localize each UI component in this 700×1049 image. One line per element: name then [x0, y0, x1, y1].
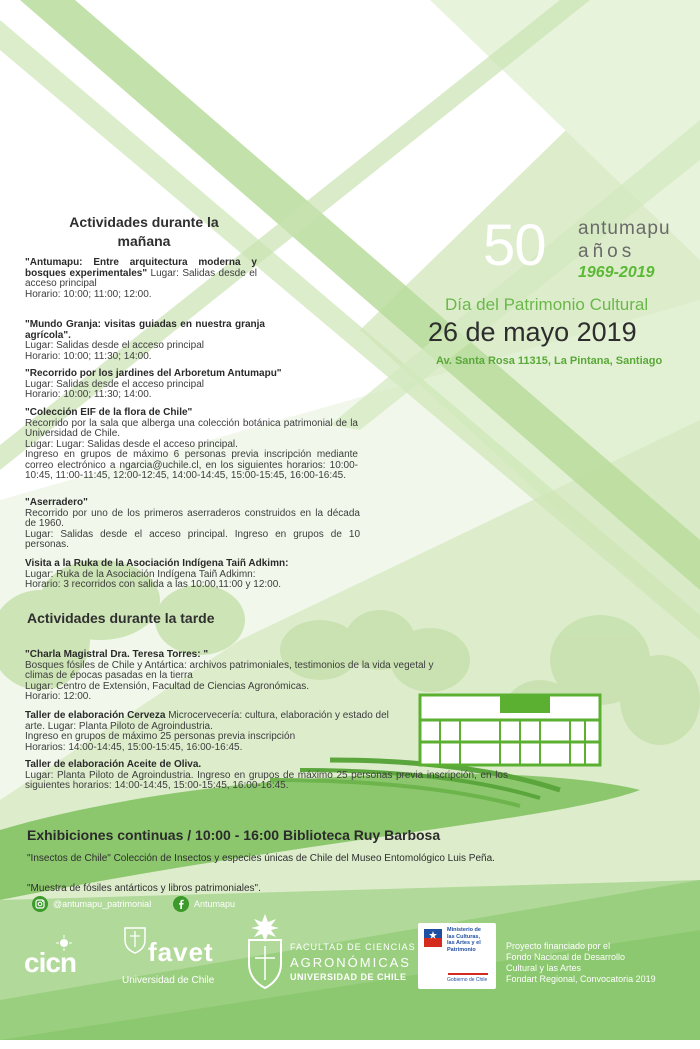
- exhibitions-title: Exhibiciones continuas / 10:00 - 16:00 Biblioteca Ruy Barbosa: [27, 827, 441, 843]
- activity-line: Horario: 10:00; 11:30; 14:00.: [25, 350, 152, 362]
- activity-line: Lugar: Lugar: Salidas desde el acceso principal.: [25, 438, 238, 450]
- activity-line: Recorrido por la sala que alberga una colección botánica patrimonial de la Universidad de Chile.: [25, 417, 358, 439]
- instagram-link[interactable]: [32, 896, 151, 912]
- ministry-text: [447, 927, 481, 953]
- university-crest-icon: [245, 912, 285, 990]
- funding-note: [506, 941, 656, 985]
- ministry-logo: [418, 923, 496, 989]
- morning-activity-3: [25, 369, 315, 401]
- event-name: Día del Patrimonio Cultural: [445, 295, 649, 314]
- cicn-logo: [22, 935, 107, 987]
- antumapu-label: antumapu: [578, 218, 671, 239]
- funding-line1: Proyecto financiado por el: [506, 941, 611, 951]
- activity-title: Visita a la Ruka de la Asociación Indígena Taiñ Adkimn:: [25, 558, 289, 569]
- morning-title-line1: Actividades durante la: [69, 214, 219, 230]
- activity-line: Bosques fósiles de Chile y Antártica: archivos patrimoniales, testimonios de la vida vegetal y climas de épocas pasadas en la tierra: [25, 659, 434, 681]
- favet-text: favet: [148, 937, 214, 967]
- morning-activity-6: [25, 559, 345, 591]
- ministry-line2: las Culturas,: [447, 933, 481, 940]
- years-word: años: [578, 241, 636, 262]
- instagram-handle: @antumapu_patrimonial: [53, 899, 152, 909]
- exhibition-item-1: "Insectos de Chile" Colección de Insectos y especies únicas de Chile del Museo Entomológico Luis Peña.: [27, 853, 495, 864]
- activity-title: Taller de elaboración Cerveza: [25, 710, 166, 721]
- activity-line: Lugar: Salidas desde el acceso principal: [25, 378, 204, 390]
- activity-line: Horario: 12:00.: [25, 691, 92, 702]
- event-address: Av. Santa Rosa 11315, La Pintana, Santiago: [436, 355, 663, 367]
- agronomicas-crest: [245, 912, 285, 990]
- activity-title: "Mundo Granja: visitas guiadas en nuestra granja agrícola".: [25, 319, 265, 341]
- morning-activity-1: [25, 258, 257, 300]
- morning-activity-2: [25, 320, 265, 362]
- activity-line: Horario: 10:00; 11:30; 14:00.: [25, 389, 152, 400]
- activity-line: Recorrido por uno de los primeros aserraderos construidos en la década de 1960.: [25, 507, 360, 529]
- activity-line: Lugar: Centro de Extensión, Facultad de Ciencias Agronómicas.: [25, 680, 310, 692]
- afternoon-activity-3: [25, 760, 508, 792]
- morning-activity-4: [25, 408, 358, 482]
- activity-title: Taller de elaboración Aceite de Oliva.: [25, 759, 202, 770]
- morning-activity-5: [25, 498, 360, 551]
- event-date: 26 de mayo 2019: [428, 317, 637, 347]
- funding-line4: Fondart Regional, Convocatoria 2019: [506, 974, 656, 984]
- facebook-handle: Antumapu: [194, 899, 236, 909]
- ministry-divider: [448, 973, 488, 975]
- ministry-line1: Ministerio de: [447, 927, 481, 933]
- morning-title: [44, 213, 244, 251]
- ministry-gov: Gobierno de Chile: [447, 977, 488, 983]
- agronomicas-line3: UNIVERSIDAD DE CHILE: [290, 972, 407, 982]
- favet-subtitle: Universidad de Chile: [122, 975, 215, 986]
- afternoon-activity-2: [25, 711, 400, 753]
- ministry-line4: Patrimonio: [447, 946, 476, 953]
- year-range: 1969-2019: [578, 264, 655, 281]
- activity-line: Horarios: 14:00-14:45, 15:00-15:45, 16:00-16:45.: [25, 741, 243, 753]
- activity-title: "Antumapu: Entre arquitectura moderna y bosques experimentales": [25, 257, 257, 279]
- instagram-icon: [32, 896, 48, 912]
- anniversary-number: 50: [483, 213, 546, 278]
- funding-line3: Cultural y las Artes: [506, 963, 582, 973]
- activity-line: Lugar: Planta Piloto de Agroindustria. Ingreso en grupos de máximo 25 personas previa inscripción, en los siguientes horarios: 14:00-14:45, 15:00-15:45, 16:00-16:45.: [25, 769, 508, 791]
- facebook-link[interactable]: [173, 896, 235, 912]
- activity-line: Lugar: Salidas desde el acceso principal: [25, 340, 204, 351]
- crest-icon: [122, 925, 148, 955]
- agronomicas-line1: FACULTAD DE CIENCIAS: [290, 942, 416, 952]
- funding-line2: Fondo Nacional de Desarrollo: [506, 952, 626, 962]
- activity-line: Lugar: Salidas desde el acceso principal: [25, 267, 257, 289]
- morning-title-line2: mañana: [117, 233, 171, 249]
- afternoon-activity-1: [25, 650, 460, 703]
- afternoon-title: Actividades durante la tarde: [27, 610, 215, 626]
- exhibition-item-2: "Muestra de fósiles antárticos y libros patrimoniales".: [27, 883, 261, 894]
- favet-logo: [120, 925, 230, 990]
- activity-line: Horario: 3 recorridos con salida a las 10:00,11:00 y 12:00.: [25, 579, 282, 590]
- activity-subtitle: Microcervecería: cultura, elaboración y estado del arte. Lugar: Planta Piloto de Agroindustria.: [25, 710, 389, 732]
- agronomicas-line2: AGRONÓMICAS: [290, 955, 411, 970]
- activity-title: "Colección EIF de la flora de Chile": [25, 407, 193, 418]
- activity-line: Ingreso en grupos de máximo 6 personas previa inscripción mediante correo electrónico a ngarcia@uchile.cl, en los siguientes horarios: 10:00-10:45, 11:00-11:45, 12:00-12:45, 14:00-14:45, 15:00-15:45, 16:00-16:45.: [25, 449, 358, 481]
- activity-line: Horario: 10:00; 11:00; 12:00.: [25, 288, 152, 300]
- activity-line: Lugar: Salidas desde el acceso principal. Ingreso en grupos de 10 personas.: [25, 528, 360, 550]
- cicn-text: cicn: [24, 947, 77, 978]
- activity-title: "Aserradero": [25, 497, 88, 508]
- activity-line: Lugar: Ruka de la Asociación Indígena Taiñ Adkimn:: [25, 568, 256, 580]
- activity-title: "Recorrido por los jardines del Arboretum Antumapu": [25, 368, 282, 379]
- activity-title: "Charla Magistral Dra. Teresa Torres: ": [25, 649, 209, 660]
- facebook-icon: [173, 896, 189, 912]
- activity-line: Ingreso en grupos de máximo 25 personas previa inscripción: [25, 731, 296, 742]
- ministry-line3: las Artes y el: [447, 940, 481, 946]
- chile-seal-icon: [422, 927, 444, 949]
